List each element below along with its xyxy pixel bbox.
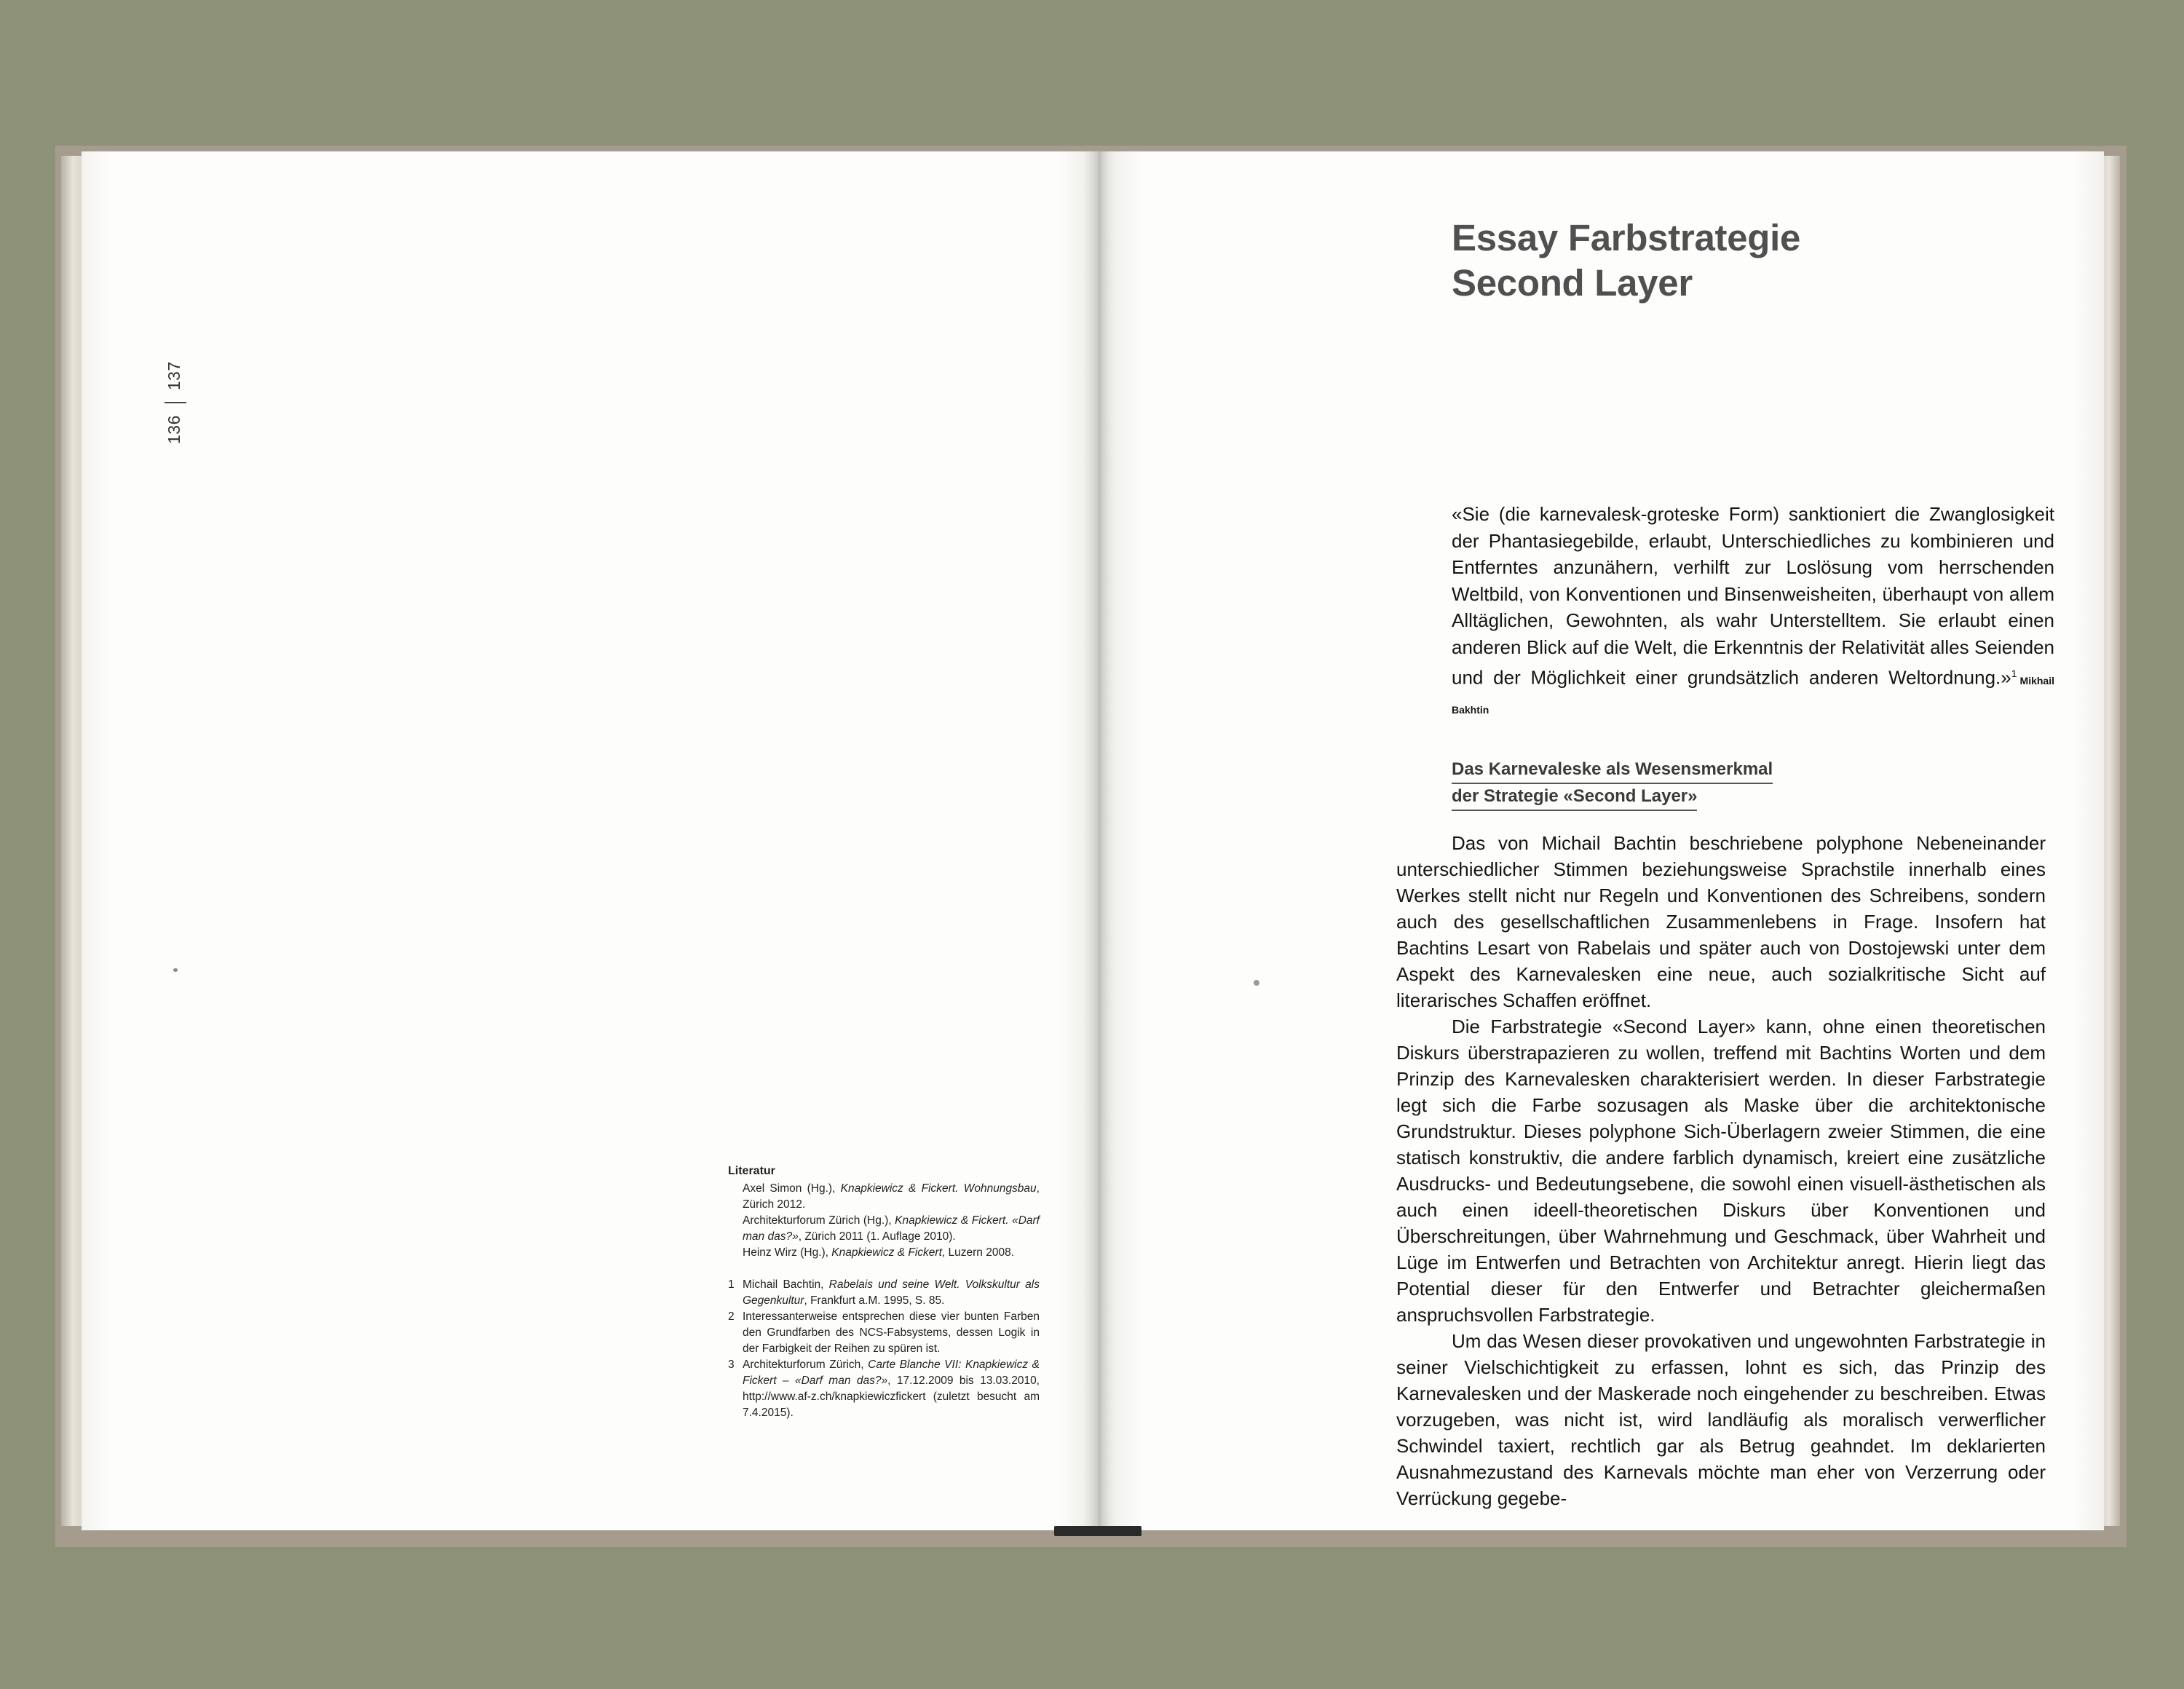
- quote-text: «Sie (die karnevalesk-groteske Form) sanktioniert die Zwanglosigkeit der Phantasiegebilde, erlaubt, Unterschiedliches zu kombinieren und Entferntes anzunähern, verhilft zur Loslösung vom herrschenden Weltbild, von Konventionen und Binsenweisheiten, überhaupt von allem Alltäglichen, Gewohnten, als wahr Unterstelltem. Sie erlaubt einen anderen Blick auf die Welt, die Erkenntnis der Relativität alles Seienden und der Möglichkeit einer grundsätzlich anderen Weltordnung.»: [1452, 503, 2054, 689]
- literature-entry: Axel Simon (Hg.), Knapkiewicz & Fickert. Wohnungsbau, Zürich 2012.: [743, 1182, 1040, 1211]
- quote-footnote-ref: 1: [2011, 668, 2017, 679]
- literature-heading: Literatur: [728, 1165, 775, 1177]
- page-number-right: 137: [165, 361, 184, 391]
- footnote: [728, 1309, 1040, 1357]
- footnote-text: Michail Bachtin, Rabelais und seine Welt. Volkskultur als Gegenkultur, Frankfurt a.M. 1995, S. 85.: [743, 1278, 1040, 1307]
- footnote-text: Interessanterweise entsprechen diese vier bunten Farben den Grundfarben des NCS-Fabsystems, dessen Logik in der Farbigkeit der Reihen zu spüren ist.: [743, 1310, 1040, 1355]
- essay-title: [1452, 215, 1800, 306]
- page-numbers: [165, 361, 186, 444]
- literature-entry: Architekturforum Zürich (Hg.), Knapkiewicz & Fickert. «Darf man das?», Zürich 2011 (1. Auflage 2010).: [743, 1214, 1040, 1243]
- quote-author: Mikhail Bakhtin: [1452, 674, 2054, 716]
- footnote: [728, 1357, 1040, 1421]
- footnote-number: 3: [728, 1358, 735, 1371]
- section-heading-line2: der Strategie «Second Layer»: [1452, 784, 1697, 811]
- paragraph: Um das Wesen dieser provokativen und ungewohnten Farbstrategie in seiner Vielschichtigkeit zu erfassen, lohnt es sich, das Prinzip des Karnevalesken und der Maskerade noch eingehender zu beschreiben. Etwas vorzugeben, was nicht ist, wird landläufig als moralisch verwerflicher Schwindel taxiert, rechtlich gar als Betrug geahndet. Im deklarierten Ausnahmezustand des Karnevals möchte man eher von Verzerrung oder Verrückung gegebe-: [1396, 1330, 2046, 1509]
- essay-title-line1: Essay Farbstrategie: [1452, 217, 1801, 258]
- literature-entry: Heinz Wirz (Hg.), Knapkiewicz & Fickert, Luzern 2008.: [743, 1246, 1015, 1259]
- speck-mark: [173, 968, 178, 972]
- spine-headband: [1054, 1526, 1142, 1536]
- body-text: [1396, 830, 2046, 1511]
- essay-title-line2: Second Layer: [1452, 262, 1693, 304]
- section-heading: [1452, 757, 1773, 811]
- speck-mark: [1254, 980, 1259, 986]
- footnote-number: 1: [728, 1278, 735, 1291]
- notes-block: [728, 1163, 1040, 1421]
- page-number-left: 136: [165, 415, 184, 444]
- epigraph-quote: [1452, 501, 2054, 724]
- section-heading-line1: Das Karnevaleske als Wesensmerkmal: [1452, 757, 1773, 784]
- paragraph: Das von Michail Bachtin beschriebene polyphone Nebeneinander unterschiedlicher Stimmen beziehungsweise Sprachstile innerhalb eines Werkes stellt nicht nur Regeln und Konventionen des Schreibens, sondern auch des gesellschaftlichen Zusammenlebens in Frage. Insofern hat Bachtins Lesart von Rabelais und später auch von Dostojewski unter dem Aspekt des Karnevalesken eine neue, auch sozialkritische Sicht auf literarisches Schaffen eröffnet.: [1396, 832, 2046, 1011]
- paragraph: Die Farbstrategie «Second Layer» kann, ohne einen theoretischen Diskurs überstrapazieren zu wollen, treffend mit Bachtins Worten und dem Prinzip des Karnevalesken charakterisiert werden. In dieser Farbstrategie legt sich die Farbe sozusagen als Maske über die architektonische Grundstruktur. Dieses polyphone Sich-Überlagern zweier Stimmen, die eine statisch konstruktiv, die andere farblich dynamisch, kreiert eine zusätzliche Ausdrucks- und Bedeutungsebene, die sowohl einen visuell-ästhetischen als auch einen ideell-theoretischen Diskurs über Konventionen und Überschreitungen, über Wahrnehmung und Geschmack, über Wahrheit und Lüge im Entwerfen und Betrachten von Architektur anregt. Hierin liegt das Potential dieser für den Entwerfer und Betrachter gleichermaßen anspruchsvollen Farbstrategie.: [1396, 1016, 2046, 1326]
- footnote: [728, 1277, 1040, 1309]
- footnote-text: Architekturforum Zürich, Carte Blanche VII: Knapkiewicz & Fickert – «Darf man das?», 17.12.2009 bis 13.03.2010, http://www.af-z.ch/knapkiewiczfickert (zuletzt besucht am 7.4.2015).: [743, 1358, 1040, 1419]
- footnote-number: 2: [728, 1310, 735, 1323]
- spine-gutter: [1083, 151, 1115, 1530]
- page-number-separator: [165, 402, 186, 403]
